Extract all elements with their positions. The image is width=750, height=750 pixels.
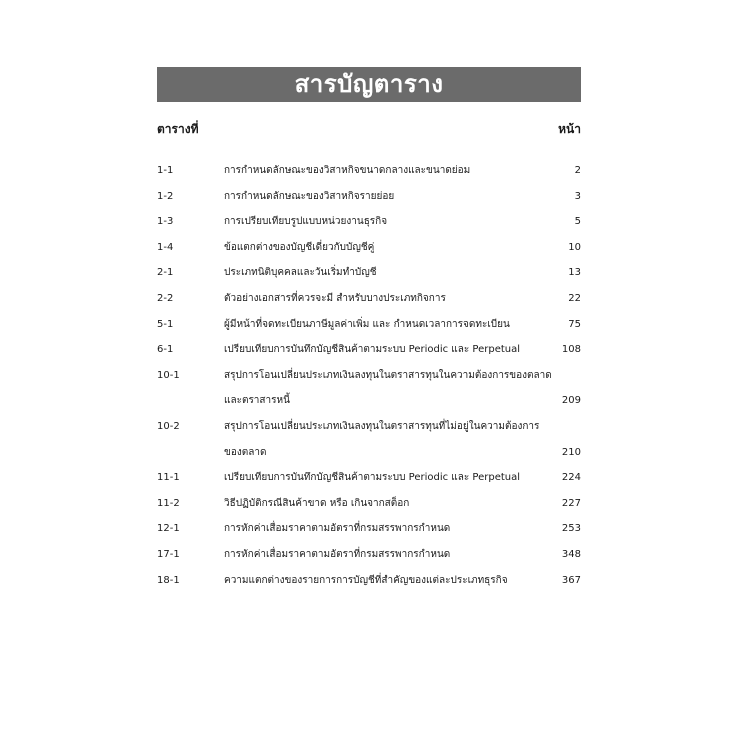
table-description: การหักค่าเสื่อมราคาตามอัตราที่กรมสรรพากรกำหนด xyxy=(224,523,451,535)
table-number: 11-1 xyxy=(157,472,180,484)
table-number: 10-1 xyxy=(157,369,180,381)
table-number: 1-2 xyxy=(157,190,174,202)
page-number: 224 xyxy=(561,472,581,484)
table-number: 1-3 xyxy=(157,216,174,228)
table-description: สรุปการโอนเปลี่ยนประเภทเงินลงทุนในตราสารทุนที่ไม่อยู่ในความต้องการ xyxy=(224,420,540,432)
table-number: 1-1 xyxy=(157,165,174,176)
column-headers xyxy=(157,120,581,140)
table-description: การหักค่าเสื่อมราคาตามอัตราที่กรมสรรพากรกำหนด xyxy=(224,548,451,560)
list-item xyxy=(157,465,581,491)
list-item xyxy=(157,235,581,261)
table-number: 1-4 xyxy=(157,241,174,253)
table-number: 6-1 xyxy=(157,344,174,356)
table-description: ตัวอย่างเอกสารที่ควรจะมี สำหรับบางประเภทกิจการ xyxy=(224,292,446,304)
list-item xyxy=(157,158,581,184)
table-description: เปรียบเทียบการบันทึกบัญชีสินค้าตามระบบ Periodic และ Perpetual xyxy=(224,344,521,356)
list-item xyxy=(157,184,581,210)
table-number: 10-2 xyxy=(157,420,180,432)
list-item xyxy=(157,337,581,363)
list-item xyxy=(157,542,581,568)
page-number: 22 xyxy=(568,292,581,304)
page-number: 227 xyxy=(561,497,581,509)
page-number: 3 xyxy=(574,190,581,202)
table-number: 17-1 xyxy=(157,548,180,560)
table-of-tables xyxy=(157,67,581,593)
table-description: การเปรียบเทียบรูปแบบหน่วยงานธุรกิจ xyxy=(224,216,388,228)
table-description: ความแตกต่างของรายการการบัญชีที่สำคัญของแต่ละประเภทธุรกิจ xyxy=(224,574,508,586)
list-item xyxy=(157,363,581,389)
table-number: 12-1 xyxy=(157,523,180,535)
page-number: 2 xyxy=(574,165,581,176)
list-item xyxy=(157,209,581,235)
page-number: 75 xyxy=(568,318,581,330)
list-item xyxy=(157,286,581,312)
table-number: 18-1 xyxy=(157,574,180,586)
page-number: 210 xyxy=(561,446,581,458)
list-item xyxy=(157,568,581,594)
list-item xyxy=(157,491,581,517)
table-number: 2-2 xyxy=(157,292,174,304)
header-page-number: หน้า xyxy=(558,122,581,136)
list-item xyxy=(157,388,581,414)
table-description: ผู้มีหน้าที่จดทะเบียนภาษีมูลค่าเพิ่ม และ กำหนดเวลาการจดทะเบียน xyxy=(224,318,510,330)
page-number: 108 xyxy=(561,344,581,356)
table-description: การกำหนดลักษณะของวิสาหกิจรายย่อย xyxy=(224,190,395,202)
page-number: 5 xyxy=(574,216,581,228)
table-description: สรุปการโอนเปลี่ยนประเภทเงินลงทุนในตราสารทุนในความต้องการของตลาด xyxy=(224,369,552,381)
table-description: การกำหนดลักษณะของวิสาหกิจขนาดกลางและขนาดย่อม xyxy=(224,165,471,176)
table-number: 2-1 xyxy=(157,267,174,279)
table-description: ของตลาด xyxy=(224,446,267,458)
list-item xyxy=(157,414,581,440)
list-item xyxy=(157,260,581,286)
page-number: 348 xyxy=(561,548,581,560)
table-number: 11-2 xyxy=(157,497,180,509)
page-title: สารบัญตาราง xyxy=(294,70,444,98)
table-description: ข้อแตกต่างของบัญชีเดี่ยวกับบัญชีคู่ xyxy=(224,241,375,253)
table-description: วิธีปฏิบัติกรณีสินค้าขาด หรือ เกินจากสต็อก xyxy=(224,497,410,509)
list-item xyxy=(157,516,581,542)
page-number: 13 xyxy=(568,267,581,279)
list-item xyxy=(157,312,581,338)
list-item xyxy=(157,440,581,466)
page-number: 209 xyxy=(561,395,581,407)
table-description: และตราสารหนี้ xyxy=(224,395,290,407)
table-description: ประเภทนิติบุคคลและวันเริ่มทำบัญชี xyxy=(224,267,377,279)
page-number: 10 xyxy=(568,241,581,253)
title-banner xyxy=(157,67,581,102)
table-list xyxy=(157,158,581,593)
page-number: 253 xyxy=(561,523,581,535)
page-number: 367 xyxy=(561,574,581,586)
table-number: 5-1 xyxy=(157,318,174,330)
header-table-number: ตารางที่ xyxy=(157,122,199,136)
table-description: เปรียบเทียบการบันทึกบัญชีสินค้าตามระบบ Periodic และ Perpetual xyxy=(224,472,521,484)
